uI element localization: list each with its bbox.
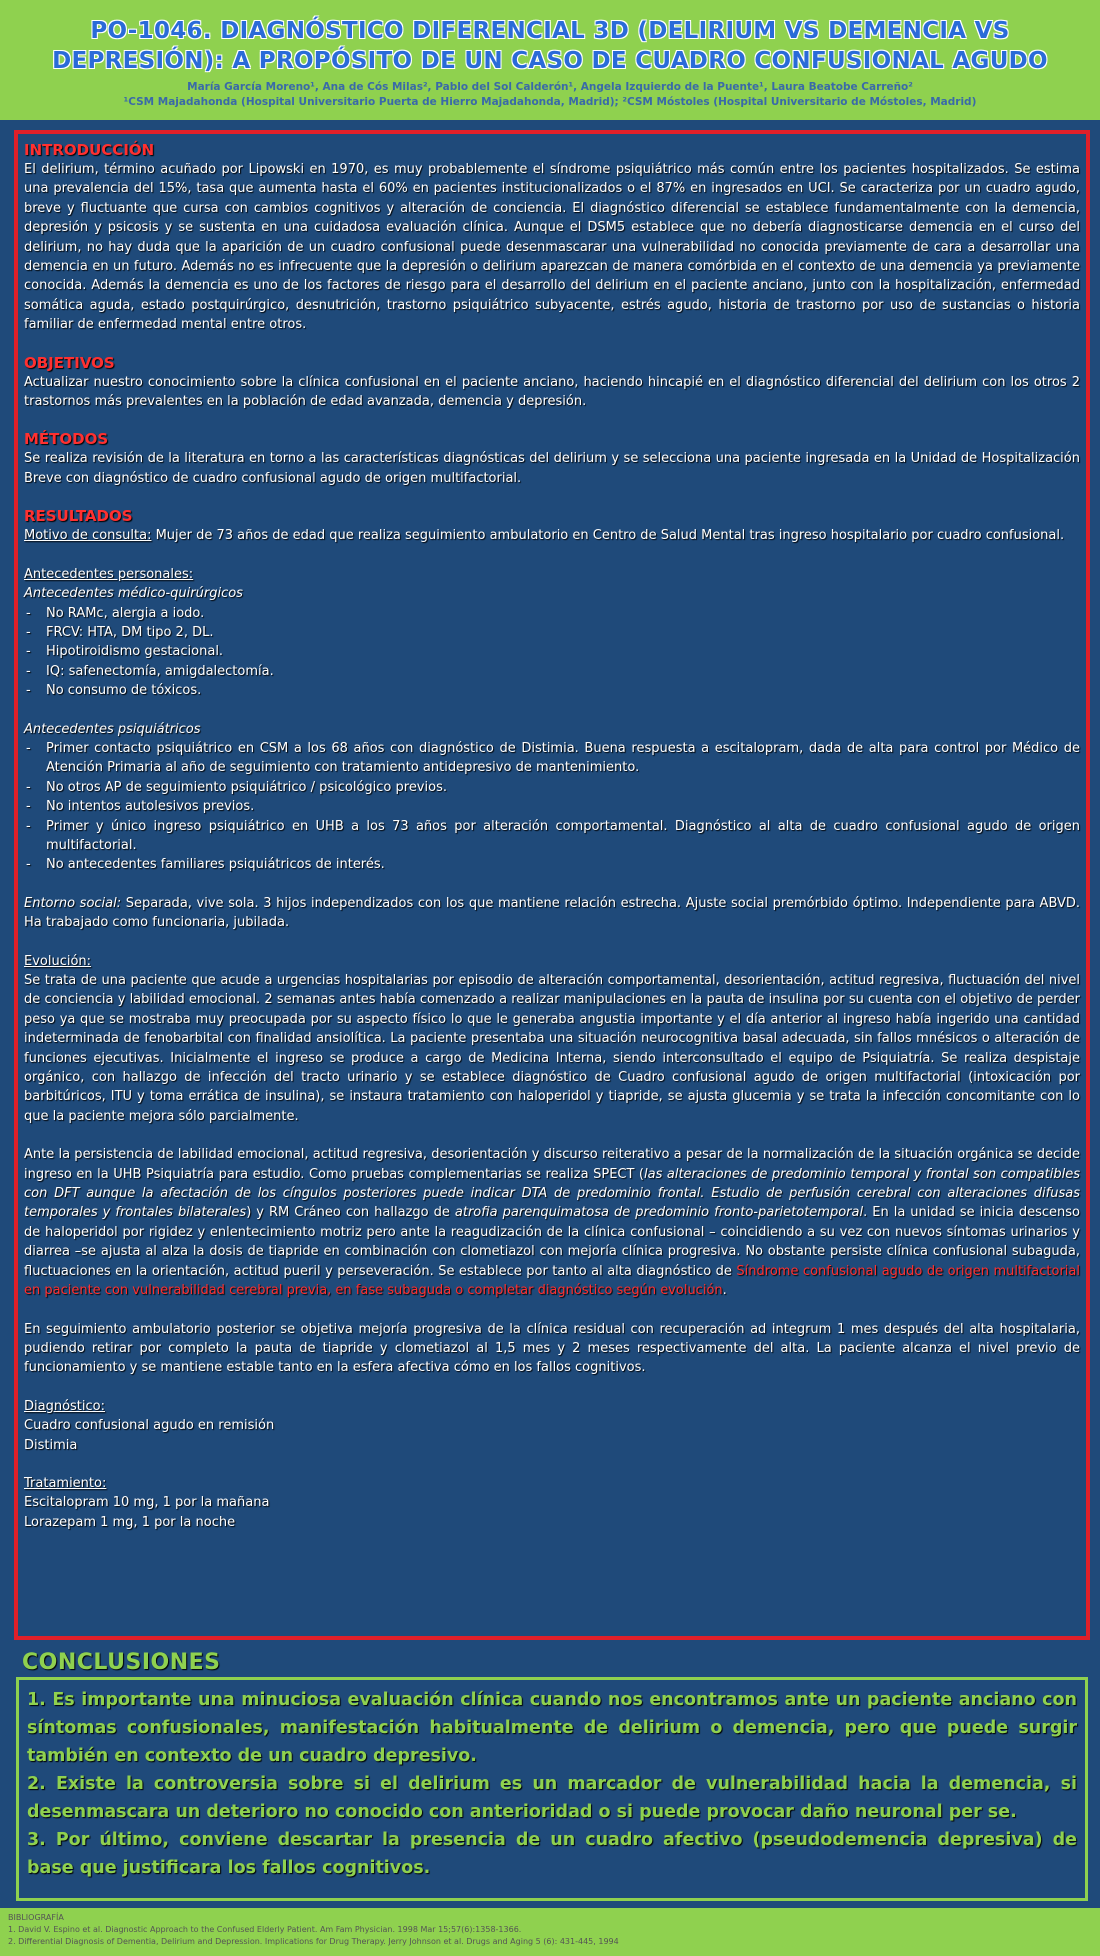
evolucion-p2-part-b: ) y RM Cráneo con hallazgo de bbox=[246, 1205, 455, 1221]
diagnostico-item: Cuadro confusional agudo en remisión bbox=[24, 1418, 275, 1434]
list-item: - FRCV: HTA, DM tipo 2, DL. bbox=[24, 623, 1080, 642]
conclusion-item: 1. Es importante una minuciosa evaluación clínica cuando nos encontramos ante un paciente anciano con síntomas confusionales, manifestación habitualmente de delirium o demencia, pero que puede surgir también en contexto de un cuadro depresivo. bbox=[27, 1690, 1077, 1766]
conclusiones-heading: CONCLUSIONES bbox=[22, 1650, 221, 1675]
evolucion-paragraph-1: Se trata de una paciente que acude a urgencias hospitalarias por episodio de alteración comportamental, desorientación, actitud regresiva, fluctuación del nivel de conciencia y labilidad emocional. 2 semanas antes había comenzado a realizar manipulaciones en la pauta de insulina por su cuenta con el objetivo de perder peso ya que se mostraba muy preocupada por su aspecto físico lo que le generaba angustia importante y el día anterior al ingreso había ingerido una cantidad indeterminada de fenobarbital con finalidad ansiolítica. La paciente presentaba una situación neurocognitiva basal adecuada, sin fallos mnésicos o alteración de funciones ejecutivas. Inicialmente el ingreso se produce a cargo de Medicina Interna, siendo interconsultado el equipo de Psiquiatría. Se realiza despistaje orgánico, con hallazgo de infección del tracto urinario y se establece diagnóstico de Cuadro confusional agudo de origen multifactorial (intoxicación por barbitúricos, ITU y toma errática de insulina), se instaura tratamiento con haloperidol y tiapride, se ajusta glucemia y se trata la infección concomitante con lo que la paciente mejora sólo parcialmente. bbox=[24, 973, 1080, 1124]
evolucion-label: Evolución: bbox=[24, 953, 92, 969]
psiq-list bbox=[24, 739, 1080, 875]
discharge-diagnosis: Síndrome confusional agudo de origen multifactorial en paciente con vulnerabilidad cerebral previa, en fase subaguda o completar diagnóstico según evolución bbox=[24, 1263, 1080, 1299]
entorno-label: Entorno social: bbox=[24, 895, 122, 911]
main-content-box bbox=[14, 130, 1090, 1640]
list-item: - IQ: safenectomía, amigdalectomía. bbox=[24, 662, 1080, 681]
poster-title-line-2: DEPRESIÓN): A PROPÓSITO DE UN CASO DE CUADRO CONFUSIONAL AGUDO bbox=[52, 48, 1048, 74]
evolucion-p2-part-a: Ante la persistencia de labilidad emocional, actitud regresiva, desorientación y discurso reiterativo a pesar de la normalización de la situación orgánica se decide ingreso en la UHB Psiquiatría para estudio. Como pruebas complementarias se realiza SPECT ( bbox=[24, 1147, 1080, 1182]
motivo-consulta bbox=[24, 526, 1080, 545]
bibliography-item: 2. Differential Diagnosis of Dementia, Delirium and Depression. Implications for Drug Therapy. Jerry Johnson et al. Drugs and Aging 5 (6): 431-445, 1994 bbox=[8, 1937, 619, 1946]
diagnostico-label: Diagnóstico: bbox=[24, 1398, 105, 1414]
poster-header bbox=[0, 0, 1100, 120]
tratamiento-label: Tratamiento: bbox=[24, 1475, 107, 1491]
list-item: - No otros AP de seguimiento psiquiátrico / psicológico previos. bbox=[24, 778, 1080, 797]
tratamiento-item: Lorazepam 1 mg, 1 por la noche bbox=[24, 1514, 236, 1530]
spect-finding: las alteraciones de predominio temporal y frontal son compatibles con DFT aunque la afectación de los cíngulos posteriores puede indicar DTA de predominio frontal. Estudio de perfusión cerebral con alteraciones difusas temporales y frontales bilaterales bbox=[24, 1166, 1080, 1221]
affiliations: ¹CSM Majadahonda (Hospital Universitario Puerta de Hierro Majadahonda, Madrid); ²CSM Móstoles (Hospital Universitario de Móstoles, Madrid) bbox=[123, 96, 977, 108]
intro-text: El delirium, término acuñado por Lipowski en 1970, es muy probablemente el síndrome psiquiátrico más común entre los pacientes hospitalizados. Se estima una prevalencia del 15%, tasa que aumenta hasta el 60% en pacientes institucionalizados o el 87% en ingresados en UCI. Se caracteriza por un cuadro agudo, breve y fluctuante que cursa con cambios cognitivos y alteración de conciencia. El diagnóstico diferencial se establece fundamentalmente con la demencia, depresión y psicosis y se sustenta en una cuidadosa evaluación clínica. Aunque el DSM5 establece que no debería diagnosticarse demencia en el curso del delirium, no hay duda que la aparición de un cuadro confusional puede desenmascarar una vulnerabilidad no conocida previamente de cara a desarrollar una demencia en un futuro. Además no es infrecuente que la depresión o delirium aparezcan de manera comórbida en el contexto de una demencia ya previamente conocida. Además la demencia es uno de los factores de riesgo para el desarrollo del delirium en el paciente anciano, junto con la hospitalización, enfermedad somática aguda, estado postquirúrgico, desnutrición, trastorno psiquiátrico subyacente, estrés agudo, historia de trastorno por uso de sustancias o historia familiar de enfermedad mental entre otros. bbox=[24, 162, 1080, 333]
conclusion-item: 3. Por último, conviene descartar la presencia de un cuadro afectivo (pseudodemencia depresiva) de base que justificara los fallos cognitivos. bbox=[27, 1830, 1077, 1878]
evolucion-p2-part-c: . En la unidad se inicia descenso de haloperidol por rigidez y enlentecimiento motriz pero ante la reagudización de la clínica confusional – coincidiendo a su vez con nuevos síntomas urinarios y diarrea –se ajusta al alza la dosis de tiapride en combinación con clometiazol con mejoría clínica progresiva. No obstante persiste clínica confusional subaguda, fluctuaciones en la orientación, actitud pueril y perseveración. Se establece por tanto al alta diagnóstico de bbox=[24, 1205, 1080, 1279]
authors: María García Moreno¹, Ana de Cós Milas², Pablo del Sol Calderón¹, Angela Izquierdo de la Puente¹, Laura Beatobe Carreño² bbox=[187, 81, 913, 93]
evolucion-paragraph-2 bbox=[24, 1145, 1080, 1300]
motivo-text: Mujer de 73 años de edad que realiza seguimiento ambulatorio en Centro de Salud Mental tras ingreso hospitalario por cuadro confusional. bbox=[151, 528, 1065, 544]
list-item: - Primer contacto psiquiátrico en CSM a los 68 años con diagnóstico de Distimia. Buena respuesta a escitalopram, dada de alta para control por Médico de Atención Primaria al año de seguimiento con tratamiento antidepresivo de mantenimiento. bbox=[24, 739, 1080, 778]
list-item: - No consumo de tóxicos. bbox=[24, 681, 1080, 700]
resultados-heading: RESULTADOS bbox=[24, 507, 133, 526]
list-item: - Primer y único ingreso psiquiátrico en UHB a los 73 años por alteración comportamental. Diagnóstico al alta de cuadro confusional agudo de origen multifactorial. bbox=[24, 817, 1080, 856]
list-item: - No RAMc, alergia a iodo. bbox=[24, 604, 1080, 623]
evolucion-paragraph-3: En seguimiento ambulatorio posterior se objetiva mejoría progresiva de la clínica residual con recuperación ad integrum 1 mes después del alta hospitalaria, pudiendo retirar por completo la pauta de tiapride y clometiazol al 1,5 mes y 2 meses respectivamente del alta. La paciente alcanza el nivel previo de funcionamiento y se mantiene estable tanto en la esfera afectiva cómo en los fallos cognitivos. bbox=[24, 1321, 1080, 1376]
objetivos-text: Actualizar nuestro conocimiento sobre la clínica confusional en el paciente anciano, haciendo hincapié en el diagnóstico diferencial del delirium con los otros 2 trastornos más prevalentes en la población de edad avanzada, demencia y depresión. bbox=[24, 374, 1080, 410]
bibliography-heading: BIBLIOGRAFÍA bbox=[8, 1913, 64, 1922]
antecedentes-label: Antecedentes personales: bbox=[24, 566, 194, 582]
metodos-heading: MÉTODOS bbox=[24, 430, 109, 449]
medicos-list bbox=[24, 604, 1080, 701]
list-item: - No intentos autolesivos previos. bbox=[24, 797, 1080, 816]
metodos-text: Se realiza revisión de la literatura en torno a las características diagnósticas del delirium y se selecciona una paciente ingresada en la Unidad de Hospitalización Breve con diagnóstico de cuadro confusional agudo de origen multifactorial. bbox=[24, 451, 1080, 486]
diagnostico-item: Distimia bbox=[24, 1437, 78, 1453]
objetivos-heading: OBJETIVOS bbox=[24, 353, 115, 372]
tratamiento-item: Escitalopram 10 mg, 1 por la mañana bbox=[24, 1495, 270, 1511]
conclusiones-box bbox=[16, 1677, 1088, 1901]
psiq-label: Antecedentes psiquiátricos bbox=[24, 721, 201, 737]
motivo-label: Motivo de consulta: bbox=[24, 528, 152, 544]
poster-title-line-1: PO-1046. DIAGNÓSTICO DIFERENCIAL 3D (DELIRIUM VS DEMENCIA VS bbox=[90, 18, 1010, 44]
rm-finding: atrofia parenquimatosa de predominio fronto-parietotemporal bbox=[454, 1205, 864, 1221]
list-item: - No antecedentes familiares psiquiátricos de interés. bbox=[24, 855, 1080, 874]
list-item: - Hipotiroidismo gestacional. bbox=[24, 642, 1080, 661]
bibliography-item: 1. David V. Espino et al. Diagnostic Approach to the Confused Elderly Patient. Am Fam Physician. 1998 Mar 15;57(6):1358-1366. bbox=[8, 1925, 522, 1934]
intro-heading: INTRODUCCIÓN bbox=[24, 141, 155, 159]
entorno-social bbox=[24, 894, 1080, 933]
evolucion-p2-part-d: . bbox=[722, 1283, 727, 1299]
conclusion-item: 2. Existe la controversia sobre si el delirium es un marcador de vulnerabilidad hacia la demencia, si desenmascara un deterioro no conocido con anterioridad o si puede provocar daño neuronal per se. bbox=[27, 1774, 1077, 1822]
medicos-label: Antecedentes médico-quirúrgicos bbox=[24, 586, 243, 602]
bibliography-footer bbox=[0, 1908, 1100, 1956]
entorno-text: Separada, vive sola. 3 hijos independizados con los que mantiene relación estrecha. Ajuste social premórbido óptimo. Independiente para ABVD. Ha trabajado como funcionaria, jubilada. bbox=[24, 895, 1080, 931]
